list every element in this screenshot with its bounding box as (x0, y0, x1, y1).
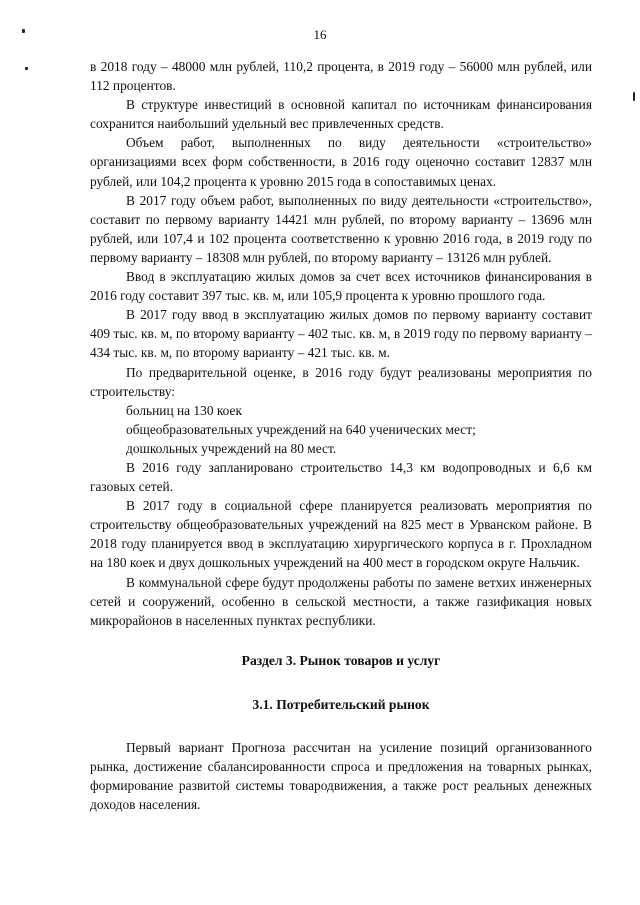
paragraph: Объем работ, выполненных по виду деятельности «строительство» организациями всех форм собственности, в 2016 году оценочно составит 12837 млн рублей, или 104,2 процента к уровню 2015 года в сопоставимых ценах. (90, 135, 592, 189)
list-item: общеобразовательных учреждений на 640 ученических мест; (126, 421, 476, 437)
paragraph: В 2017 году объем работ, выполненных по виду деятельности «строительство», составит по первому варианту 14421 млн рублей, по второму варианту – 13696 млн рублей, или 107,4 и 102 процента соответственно к уровню 2016 года, в 2019 году по первому варианту – 18308 млн рублей, по второму варианту – 13126 млн рублей. (90, 192, 592, 265)
page-number: 16 (313, 27, 327, 42)
paragraph: В 2017 году ввод в эксплуатацию жилых домов по первому варианту составит 409 тыс. кв. м, по второму варианту – 402 тыс. кв. м, в 2019 году по первому варианту – 434 тыс. кв. м, по второму варианту – 421 тыс. кв. м. (90, 307, 592, 361)
subsection-title: 3.1. Потребительский рынок (252, 696, 430, 712)
paragraph: Ввод в эксплуатацию жилых домов за счет всех источников финансирования в 2016 году составит 397 тыс. кв. м, или 105,9 процента к уровню прошлого года. (90, 269, 592, 304)
paragraph: В 2016 году запланировано строительство 14,3 км водопроводных и 6,6 км газовых сетей. (90, 459, 592, 495)
list-item: дошкольных учреждений на 80 мест. (126, 440, 337, 456)
scan-mark-left (25, 67, 28, 70)
paragraph: в 2018 году – 48000 млн рублей, 110,2 процента, в 2019 году – 56000 млн рублей, или 112 процентов. (90, 59, 592, 94)
list-item: больниц на 130 коек (126, 402, 242, 418)
scan-mark-right (633, 92, 635, 101)
paragraph: В структуре инвестиций в основной капитал по источникам финансирования сохранится наибольший удельный вес привлеченных средств. (90, 97, 592, 132)
document-body (90, 57, 592, 814)
paragraph: Первый вариант Прогноза рассчитан на усиление позиций организованного рынка, достижение сбалансированности спроса и предложения на товарных рынках, формирование развитой системы товародвижения, а также рост реальных денежных доходов населения. (90, 739, 592, 813)
paragraph: В 2017 году в социальной сфере планируется реализовать мероприятия по строительству общеобразовательных учреждений на 825 мест в Урванском районе. В 2018 году планируется ввод в эксплуатацию хирургического корпуса в г. Прохладном на 180 коек и двух дошкольных учреждений на 400 мест в городском округе Нальчик. (90, 498, 592, 571)
paragraph: В коммунальной сфере будут продолжены работы по замене ветхих инженерных сетей и сооружений, особенно в сельской местности, а также газификация новых микрорайонов в населенных пунктах республики. (90, 574, 592, 628)
paragraph: По предварительной оценке, в 2016 году будут реализованы мероприятия по строительству: (90, 364, 592, 399)
section-title: Раздел 3. Рынок товаров и услуг (241, 652, 441, 668)
